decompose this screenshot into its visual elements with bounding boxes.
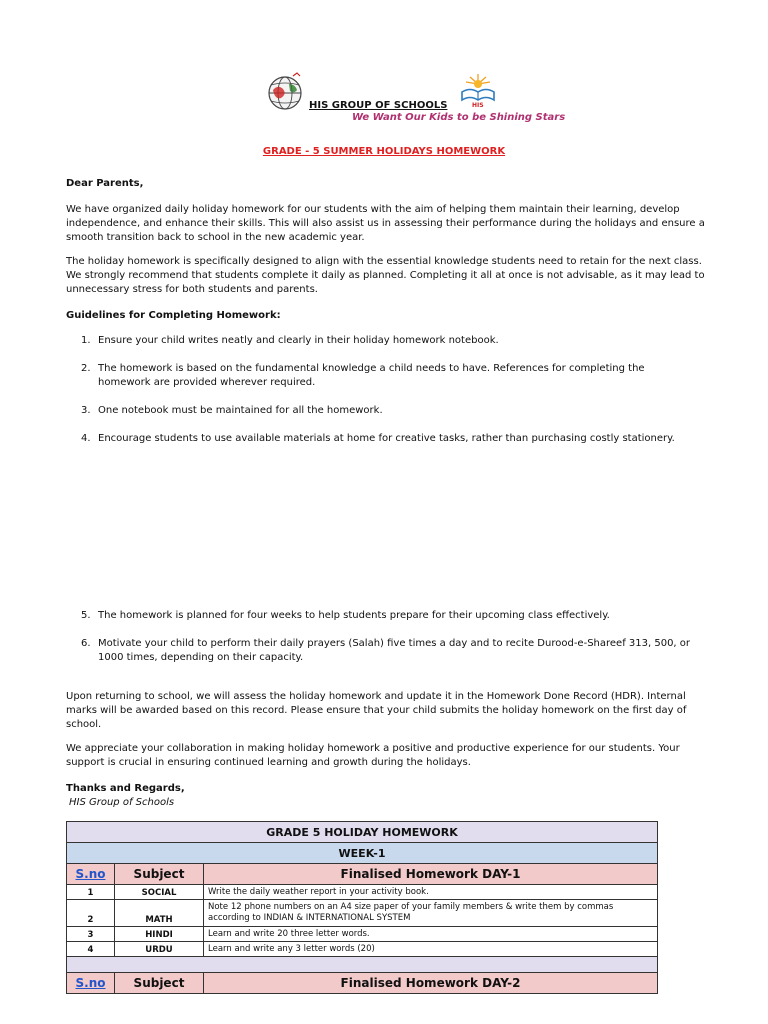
sno-header-link[interactable]: S.no [67,973,115,994]
guideline-number: 4. [81,433,91,444]
row-subject: MATH [115,900,204,927]
subject-header: Subject [115,973,204,994]
school-name: HIS GROUP OF SCHOOLS [309,100,448,111]
day2-header: Finalised Homework DAY-2 [204,973,658,994]
table-header-row [67,973,658,994]
table-row [67,942,658,957]
row-sno: 3 [67,927,115,942]
homework-table [66,821,658,994]
spacer-cell [67,957,658,973]
closing-paragraph-1: Upon returning to school, we will assess the holiday homework and update it in the Homework Done Record (HDR). Internal marks will be awarded based on this record. Please ensure that your child submits the holiday homework on the first day of school. [66,691,687,730]
salutation: Dear Parents, [66,178,144,189]
guideline-number: 3. [81,405,91,416]
week-label: WEEK-1 [67,843,658,864]
guideline-text: Ensure your child writes neatly and clearly in their holiday homework notebook. [98,335,499,346]
guideline-text: Motivate your child to perform their daily prayers (Salah) five times a day and to recite Durood-e-Shareef 313, 500, or 1000 times, depending on their capacity. [98,638,691,663]
table-spacer-row [67,957,658,973]
row-subject: HINDI [115,927,204,942]
day1-header: Finalised Homework DAY-1 [204,864,658,885]
guidelines-heading: Guidelines for Completing Homework: [66,310,281,321]
signoff-name: HIS Group of Schools [69,797,175,808]
row-sno: 1 [67,885,115,900]
week-row [67,843,658,864]
table-row [67,900,658,927]
row-task: Learn and write any 3 letter words (20) [204,942,658,957]
guideline-text: Encourage students to use available materials at home for creative tasks, rather than purchasing costly stationery. [98,433,675,444]
guideline-text: The homework is planned for four weeks to help students prepare for their upcoming class effectively. [98,610,610,621]
guideline-number: 1. [81,335,91,346]
guideline-text: The homework is based on the fundamental knowledge a child needs to have. References for completing the homework are provided wherever required. [98,363,645,388]
open-book-logo-icon [458,70,498,108]
book-logo-text: HIS [472,102,484,108]
intro-paragraph-2: The holiday homework is specifically designed to align with the essential knowledge students need to retain for the next class. We strongly recommend that students complete it daily as planned. Completing it all at once is not advisable, as it may lead to unnecessary stress for both students and parents. [66,256,705,295]
sno-header-link[interactable]: S.no [67,864,115,885]
row-subject: SOCIAL [115,885,204,900]
globe-logo-icon [265,72,309,112]
table-title: GRADE 5 HOLIDAY HOMEWORK [67,822,658,843]
row-subject: URDU [115,942,204,957]
table-header-row [67,864,658,885]
subject-header: Subject [115,864,204,885]
row-task: Learn and write 20 three letter words. [204,927,658,942]
table-row [67,885,658,900]
intro-paragraph-1: We have organized daily holiday homework for our students with the aim of helping them maintain their learning, develop independence, and enhance their skills. This will also assist us in assessing their performance during the holidays and ensure a smooth transition back to school in the new academic year. [66,204,705,243]
guideline-text: One notebook must be maintained for all the homework. [98,405,383,416]
signoff: Thanks and Regards, [66,783,185,794]
guideline-number: 5. [81,610,91,621]
row-sno: 2 [67,900,115,927]
table-title-row [67,822,658,843]
school-tagline: We Want Our Kids to be Shining Stars [352,112,566,123]
guideline-number: 6. [81,638,91,649]
school-header [265,70,585,130]
row-task: Write the daily weather report in your activity book. [204,885,658,900]
closing-paragraph-2: We appreciate your collaboration in making holiday homework a positive and productive experience for our students. Your support is crucial in ensuring continued learning and growth during the holidays. [66,743,680,768]
table-row [67,927,658,942]
guideline-number: 2. [81,363,91,374]
row-sno: 4 [67,942,115,957]
row-task: Note 12 phone numbers on an A4 size paper of your family members & write them by commas according to INDIAN & INTERNATIONAL SYSTEM [204,900,658,927]
document-title: GRADE - 5 SUMMER HOLIDAYS HOMEWORK [262,146,506,157]
